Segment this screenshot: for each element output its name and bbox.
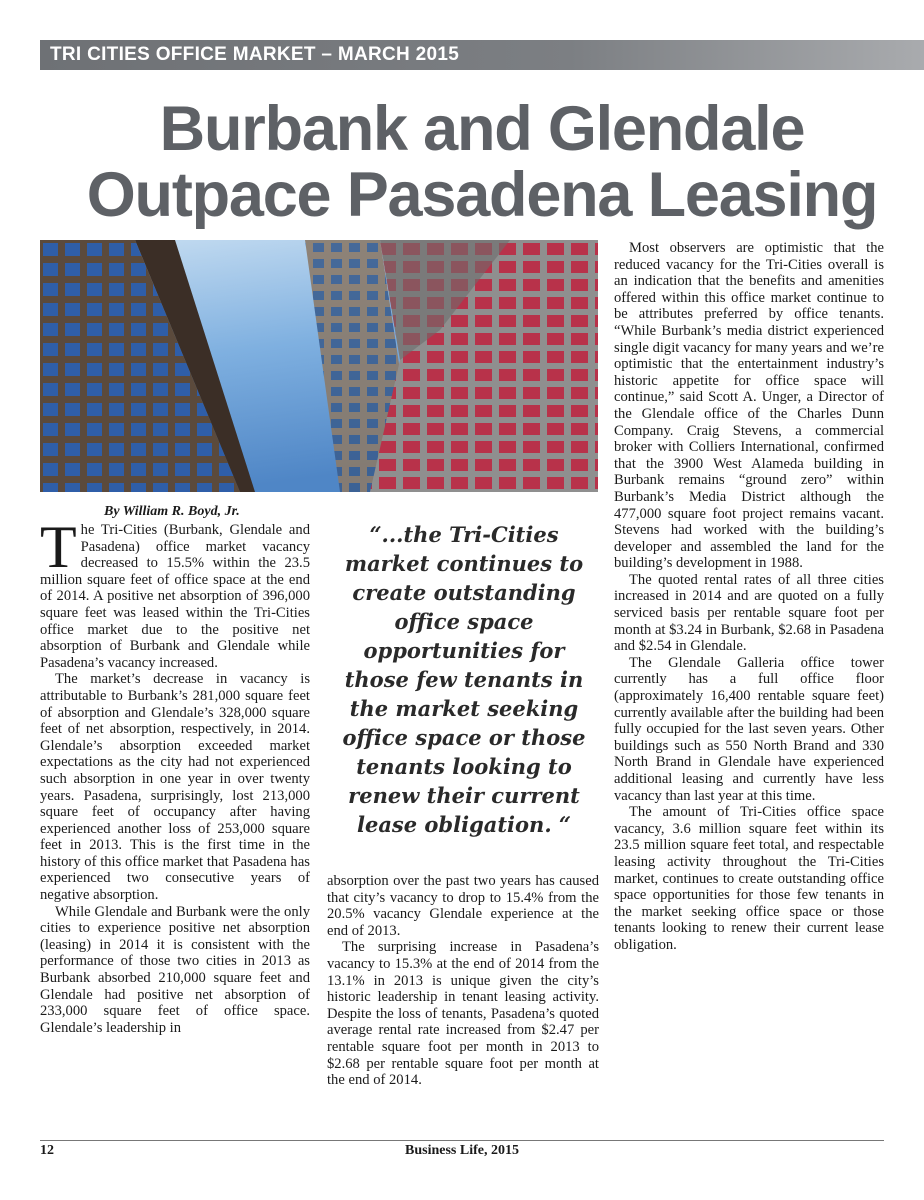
headline xyxy=(20,96,924,228)
article-column-2 xyxy=(327,873,599,1089)
article-paragraph: The amount of Tri-Cities office space vacancy, 3.6 million square feet within its 23.5 million square feet total, and respectable leasing activity throughout the Tri-Cities market, continues to create outstanding office space opportunities for those few tenants in the market seeking office space or those tenants looking to renew their current lease obligation. xyxy=(614,804,884,953)
article-column-1 xyxy=(40,514,310,1036)
byline: By William R. Boyd, Jr. xyxy=(104,504,240,519)
headline-line-2: Outpace Pasadena Leasing xyxy=(86,160,878,230)
page-number: 12 xyxy=(40,1143,54,1158)
article-paragraph: While Glendale and Burbank were the only cities to experience positive net absorption (leasing) in 2014 it is consistent with the performance of those two cities in 2013 as Burbank absorbed 210,000 square feet and Glendale had positive net absorption of 233,000 square feet of office space. Glendale’s leadership in xyxy=(40,903,310,1036)
headline-line-1: Burbank and Glendale xyxy=(159,94,805,164)
article-paragraph: absorption over the past two years has caused that city’s vacancy to drop to 15.4% from the 20.5% vacancy Glendale experience at the end of 2013. xyxy=(327,873,599,939)
article-paragraph: The surprising increase in Pasadena’s vacancy to 15.3% at the end of 2014 from the 13.1% in 2013 is unique given the city’s historic leadership in tenant leasing activity. Despite the loss of tenants, Pasadena’s quoted average rental rate increased from $2.47 per rentable square foot per month in 2013 to $2.68 per rentable square foot per month at the end of 2014. xyxy=(327,939,599,1089)
article-paragraph: Most observers are optimistic that the reduced vacancy for the Tri-Cities overall is an indication that the benefits and amenities offered within this office market continue to be attributes preferred by office tenants. “While Burbank’s media district experienced single digit vacancy for many years and we’re optimistic that the entertainment industry’s historic appetite for office space will continue,” said Scott A. Unger, a Director of the Glendale office of the Charles Dunn Company. Craig Stevens, a commercial broker with Colliers International, confirmed that the 3900 West Alameda building in Burbank remains “ground zero” within Burbank’s Media District although the 477,000 square foot project remains vacant. Stevens had worked with the building’s developer and assembled the land for the building’s development in 1988. xyxy=(614,240,884,572)
drop-cap: T xyxy=(40,514,77,580)
article-paragraph: The Tri-Cities (Burbank, Glendale and Pasadena) office market vacancy decreased to 15.5% within the 23.5 million square feet of office space at the end of 2014. A positive net absorption of 396,000 square feet was leased within the Tri-Cities office market due to the positive net absorption of Burbank and Glendale while Pasadena’s vacancy increased. xyxy=(40,514,310,671)
article-column-3 xyxy=(614,240,884,954)
publication-title: Business Life, 2015 xyxy=(405,1143,519,1158)
article-paragraph: The quoted rental rates of all three cities increased in 2014 and are quoted on a fully serviced basis per rentable square foot per month at $3.24 in Burbank, $2.68 in Pasadena and $2.54 in Glendale. xyxy=(614,571,884,655)
footer-divider xyxy=(40,1140,884,1141)
article-paragraph: The Glendale Galleria office tower currently has a full office floor (approximately 16,400 rentable square feet) currently available after the building had been fully occupied for the last seven years. Other buildings such as 550 North Brand and 330 North Brand in Glendale have experienced additional leasing and currently have less vacancy than last year at this time. xyxy=(614,654,884,804)
skyscrapers-photo xyxy=(40,240,598,492)
section-header-label: TRI CITIES OFFICE MARKET – MARCH 2015 xyxy=(50,44,460,65)
article-paragraph: The market’s decrease in vacancy is attributable to Burbank’s 281,000 square feet of absorption and Glendale’s 328,000 square feet of net absorption, respectively, in 2014. Glendale’s absorption exceeded market expectations as the city had not experienced such absorption in one year in over twenty years. Pasadena, surprisingly, lost 213,000 square feet of occupancy after having experienced another loss of 253,000 square feet in 2013. This is the first time in the history of this office market that Pasadena has experienced two consecutive years of negative absorption. xyxy=(40,671,310,904)
pull-quote: “...the Tri-Cities market continues to create outstanding office space opportunities for those few tenants in the market seeking office space or those tenants looking to renew their current lease obligation. “ xyxy=(342,522,586,837)
